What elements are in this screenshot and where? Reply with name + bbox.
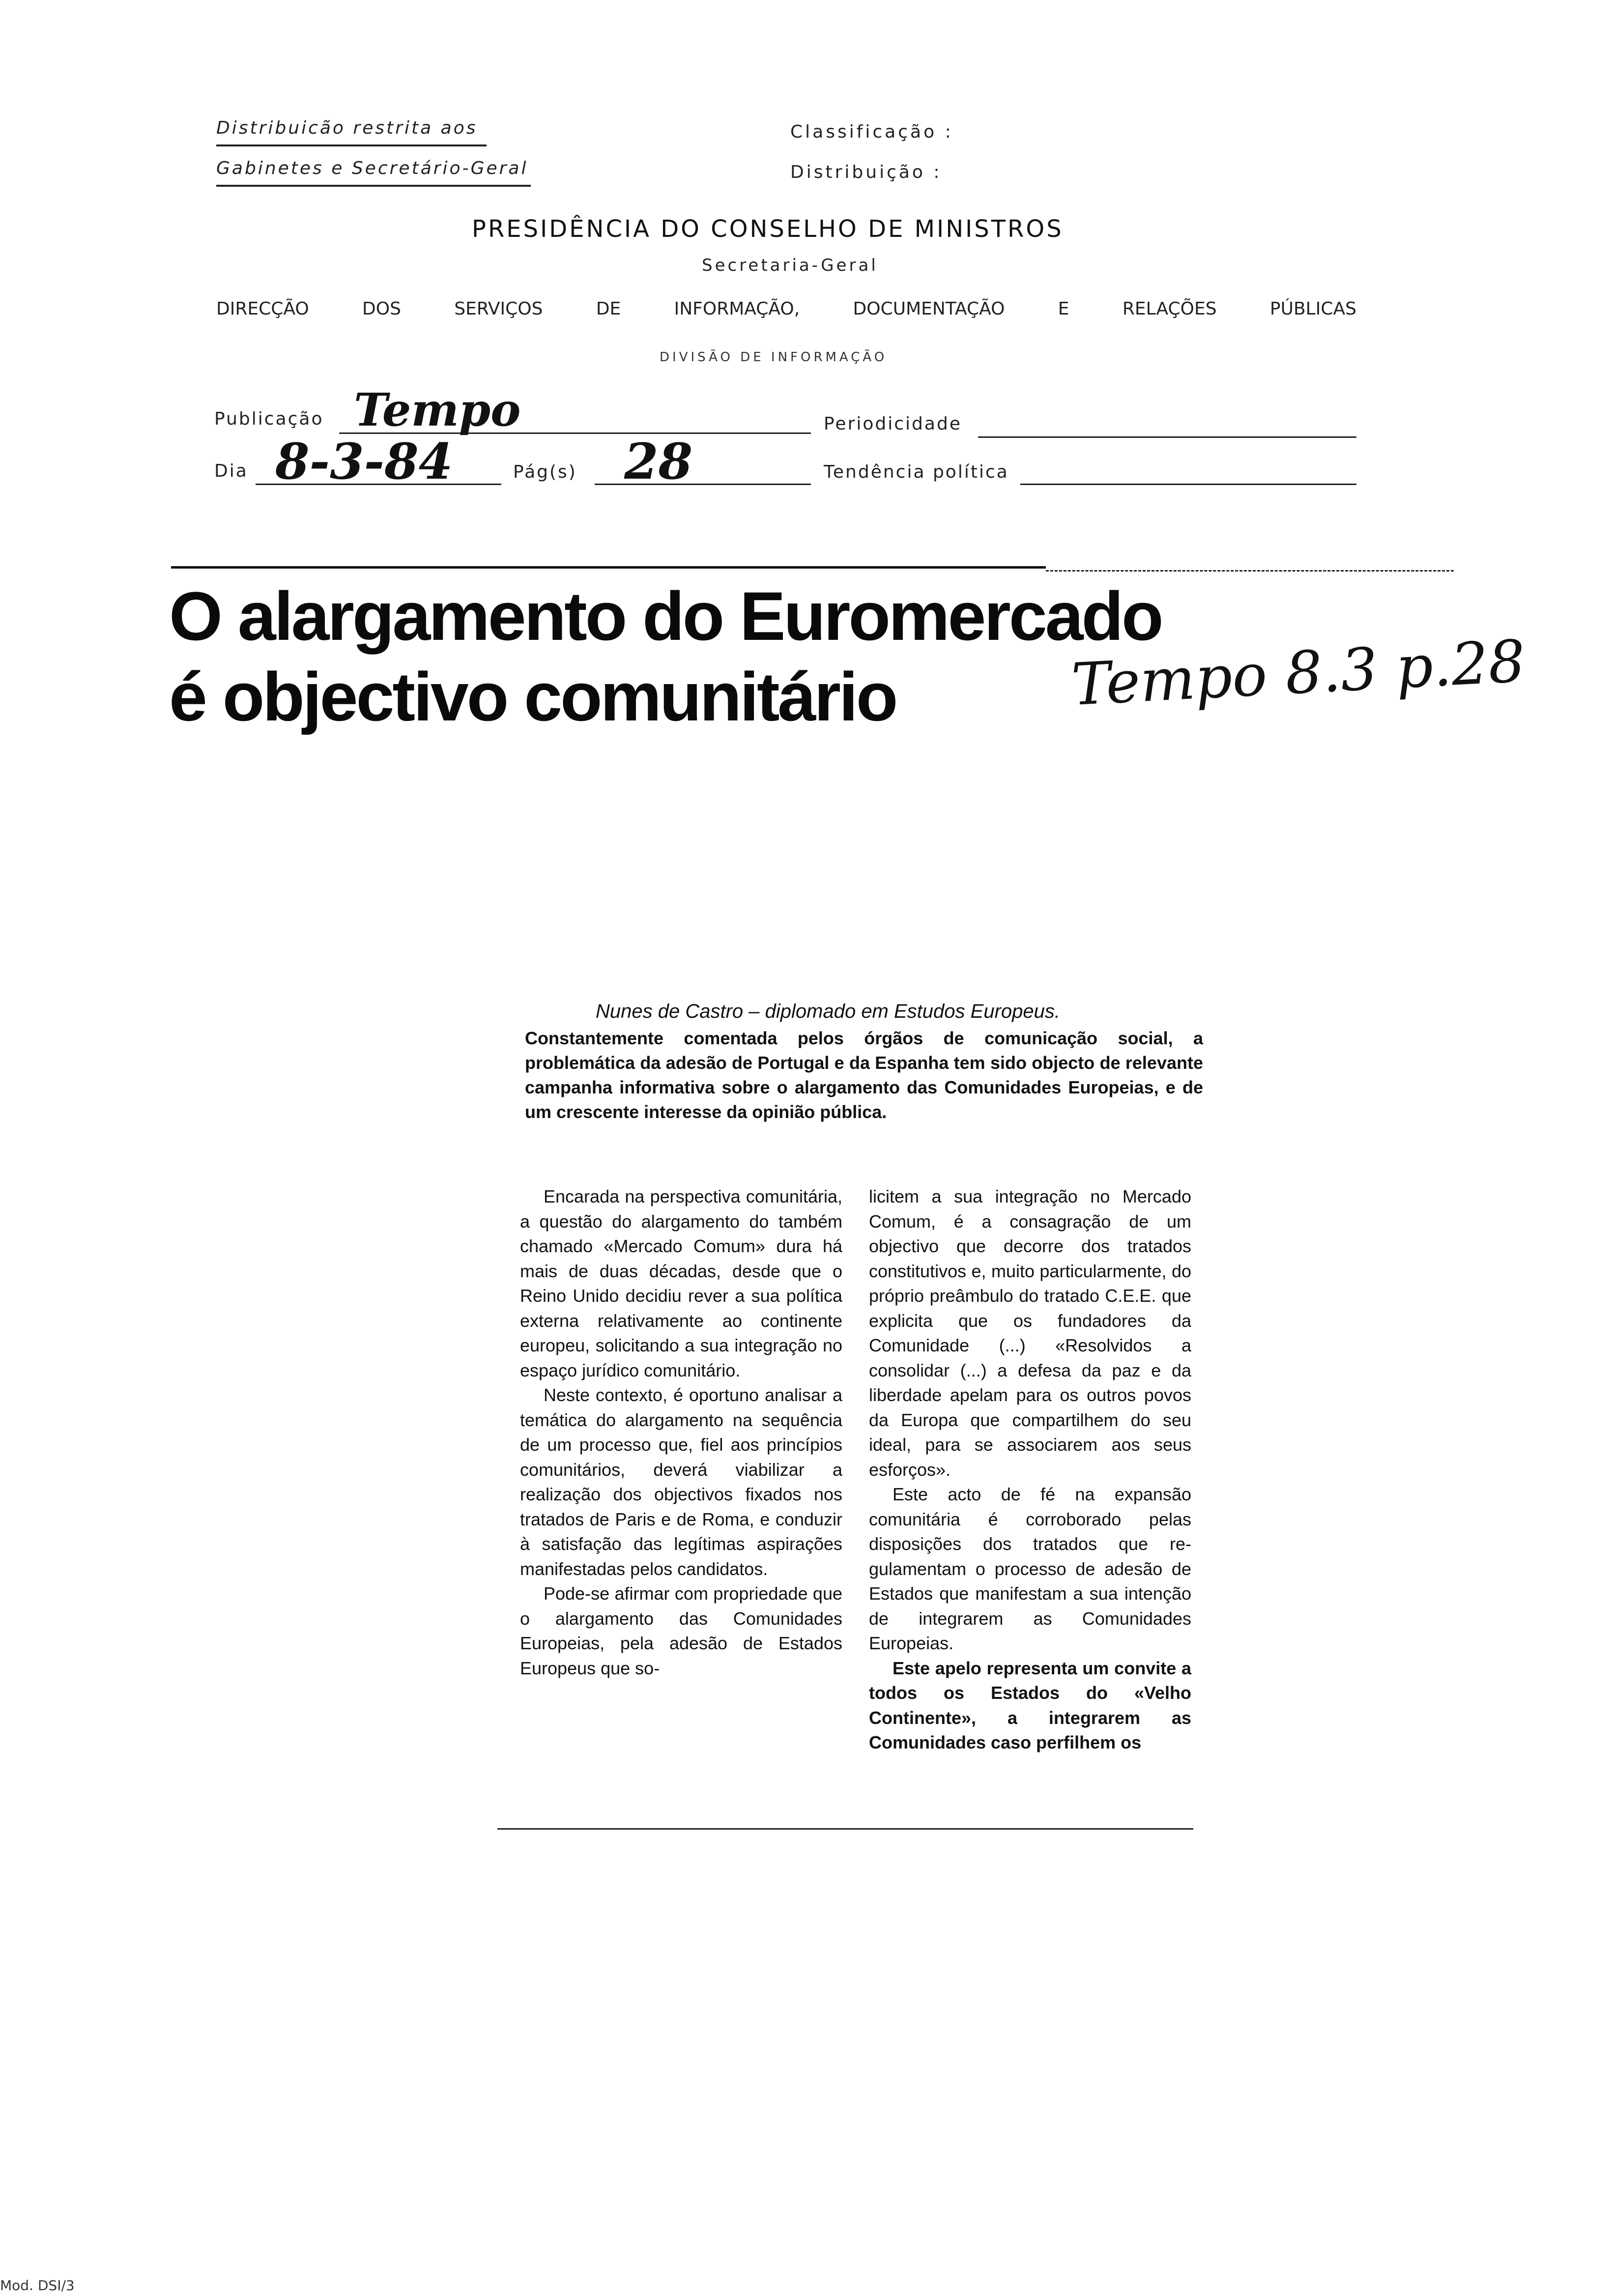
direccao-word: E [1058, 299, 1069, 319]
article-column-1 [520, 1184, 842, 1681]
organization-title: PRESIDÊNCIA DO CONSELHO DE MINISTROS [472, 215, 1064, 243]
distribution-underline-1 [216, 144, 487, 146]
paragraph: Este apelo representa um convite a todos os Estados do «Velho Continente», a integrarem as Comunidades caso perfilhem os [869, 1658, 1191, 1752]
headline-top-rule [171, 566, 1046, 569]
publicacao-value: Tempo [354, 383, 521, 436]
article-column-2 [869, 1184, 1191, 1755]
paragraph: Pode-se afirmar com propriedade que o alargamento das Comunidades Europeias, pela adesão de Estados Europeus que so- [520, 1583, 842, 1678]
pags-label: Pág(s) [513, 462, 577, 482]
article-bottom-rule [497, 1828, 1193, 1830]
paragraph: Neste contexto, é oportuno analisar a temática do alargamento na sequência de um processo que, fiel aos princípios comunitários, deverá viabilizar a realização dos objectivos fixados nos tratados de Paris e de Roma, e conduzir à satisfação das legítimas aspirações manifestadas pelos candidatos. [520, 1385, 842, 1579]
pags-value: 28 [624, 432, 693, 490]
headline-line-1: O alargamento do Euromercado [169, 577, 1162, 655]
direccao-word: DOS [362, 299, 401, 319]
article-lead: Constantemente comentada pelos órgãos de comunicação social, a problemática da adesão de Portugal e da Espanha tem sido objecto de relevante campanha informativa sobre o alargamento das Comunidades Europeias, e de um crescente interesse da opinião pública. [525, 1028, 1203, 1122]
periodicidade-label: Periodicidade [824, 414, 962, 434]
periodicidade-line [978, 436, 1356, 438]
distribution-note-line2: Gabinetes e Secretário-Geral [216, 158, 528, 178]
distribuicao-label: Distribuição : [790, 162, 942, 182]
direccao-word: DE [596, 299, 621, 319]
form-model-code: Mod. DSI/3 [0, 2277, 75, 2294]
headline-line-2: é objectivo comunitário [169, 658, 896, 735]
paragraph: Este acto de fé na expansão comunitária é corroborado pelas disposições dos tratados que regulamentam o processo de adesão de Estados que manifestam a sua intenção de integrarem as Comunidades Europeias. [869, 1484, 1191, 1653]
publicacao-label: Publicação [214, 409, 324, 429]
classificacao-label: Classificação : [790, 122, 953, 142]
distribution-note-line1: Distribuicão restrita aos [216, 118, 478, 138]
direccao-line [216, 299, 1356, 319]
tendencia-label: Tendência política [824, 462, 1009, 482]
direccao-word: DIRECÇÃO [216, 299, 309, 319]
direccao-word: INFORMAÇÃO, [674, 299, 800, 319]
secretaria-geral: Secretaria-Geral [702, 256, 878, 275]
paragraph: licitem a sua integração no Mercado Comum, é a consagração de um objectivo que decorre dos tratados constitutivos e, muito particularmente, do próprio preâmbulo do tratado C.E.E. que explicita que os fundadores da Comunidade (...) «Resolvidos a consolidar (...) a defesa da paz e da liberdade apelam para os outros povos da Europa que compartilhem do seu ideal, para se associarem aos seus esforços». [869, 1186, 1191, 1480]
headline-top-rule-faint [1046, 570, 1454, 572]
handwritten-annotation: Tempo 8.3 p.28 [1070, 627, 1527, 719]
direccao-word: SERVIÇOS [454, 299, 543, 319]
tendencia-line [1020, 484, 1356, 485]
dia-label: Dia [214, 461, 248, 481]
direccao-word: DOCUMENTAÇÃO [853, 299, 1005, 319]
direccao-word: PÚBLICAS [1269, 299, 1356, 319]
article-byline: Nunes de Castro – diplomado em Estudos Europeus. [596, 1001, 1060, 1022]
divisao-informacao: DIVISÃO DE INFORMAÇÃO [660, 350, 888, 365]
direccao-word: RELAÇÕES [1122, 299, 1217, 319]
dia-value: 8-3-84 [275, 432, 453, 490]
distribution-underline-2 [216, 185, 531, 187]
paragraph: Encarada na perspectiva comunitária, a questão do alargamento do também chamado «Mercado Comum» dura há mais de duas décadas, desde que o Reino Unido decidiu rever a sua política externa relativamente ao continente europeu, solicitando a sua integração no espaço jurídico comunitário. [520, 1186, 842, 1380]
